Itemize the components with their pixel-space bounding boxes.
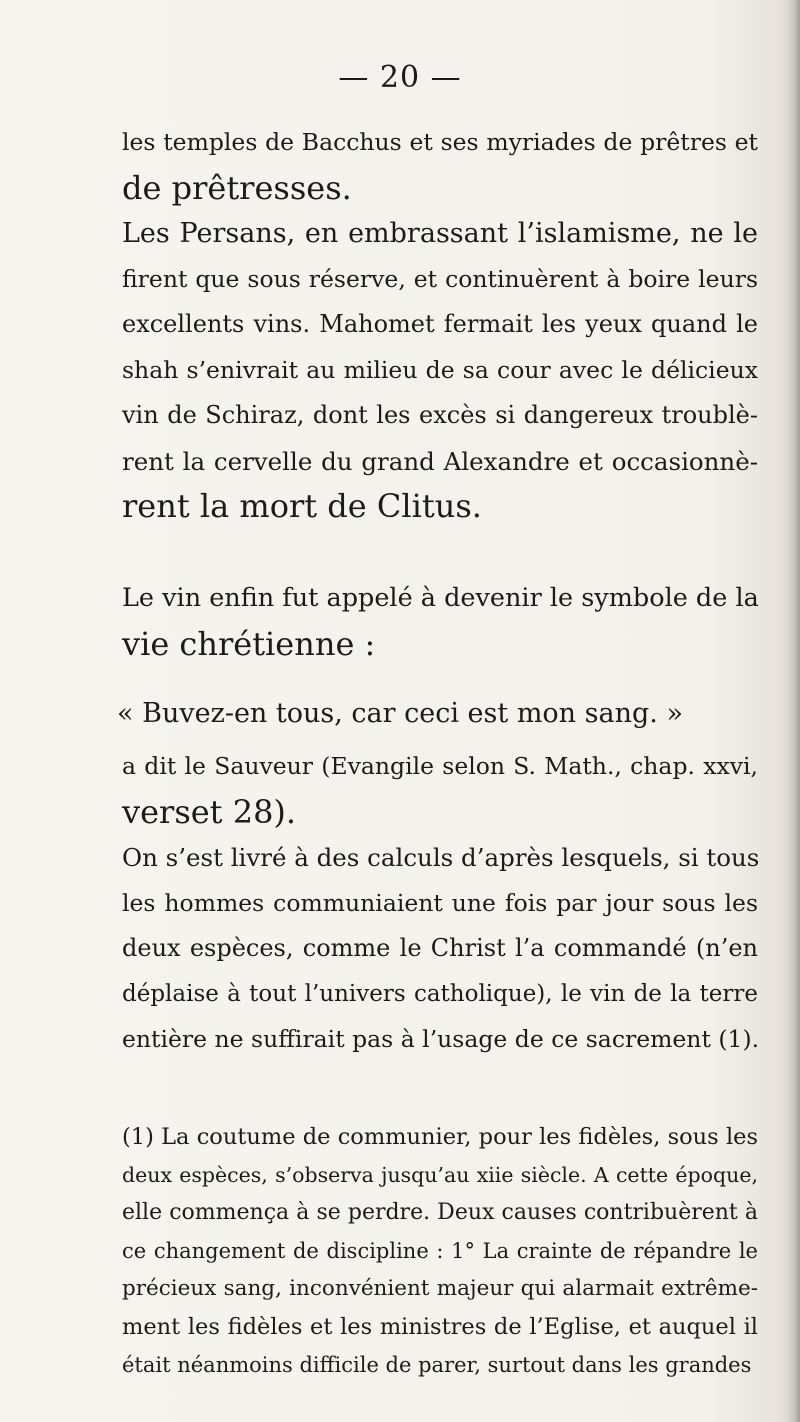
text-line: vin de Schiraz, dont les excès si dangereux troublè-: [122, 401, 758, 429]
text-line: entière ne suffirait pas à l’usage de ce sacrement (1).: [122, 1025, 760, 1053]
text-line: vie chrétienne :: [122, 624, 376, 663]
text-line: excellents vins. Mahomet fermait les yeux quand le: [122, 310, 758, 338]
scripture-quote: « Buvez-en tous, car ceci est mon sang. »: [117, 698, 683, 729]
footnote-line: était néanmoins difficile de parer, surtout dans les grandes: [122, 1353, 752, 1377]
text-line: shah s’enivrait au milieu de sa cour avec le délicieux: [122, 355, 758, 384]
paragraph-vin-symbole: [122, 576, 758, 667]
footnote-line: (1) La coutume de communier, pour les fidèles, sous les: [122, 1124, 758, 1150]
page-number: — 20 —: [338, 60, 462, 95]
footnote-line: elle commença à se perdre. Deux causes contribuèrent à: [122, 1200, 758, 1225]
paragraph-sauveur-calculs: [122, 744, 758, 1063]
text-line: de prêtresses.: [122, 168, 352, 207]
text-line: rent la cervelle du grand Alexandre et occasionnè-: [122, 446, 758, 476]
text-line: a dit le Sauveur (Evangile selon S. Math., chap. xxvi,: [122, 752, 758, 780]
footnote-line: deux espèces, s’observa jusqu’au xiie siècle. A cette époque,: [122, 1163, 758, 1187]
text-line: verset 28).: [122, 792, 297, 831]
text-line: firent que sous réserve, et continuèrent à boire leurs: [122, 264, 758, 293]
text-line: On s’est livré à des calculs d’après lesquels, si tous: [122, 843, 760, 872]
footnote-line: précieux sang, inconvénient majeur qui alarmait extrême-: [122, 1276, 758, 1301]
paragraph-bacchus-persans: [122, 120, 758, 530]
footnote-line: ce changement de discipline : 1° La crainte de répandre le: [122, 1239, 758, 1263]
text-line: les hommes communiaient une fois par jour sous les: [122, 888, 758, 917]
text-line: Le vin enfin fut appelé à devenir le symbole de la: [122, 583, 759, 613]
footnote: [122, 1118, 758, 1384]
text-line: deux espèces, comme le Christ l’a commandé (n’en: [122, 934, 758, 962]
text-line: déplaise à tout l’univers catholique), le vin de la terre: [122, 980, 758, 1007]
footnote-line: ment les fidèles et les ministres de l’Eglise, et auquel il: [122, 1314, 758, 1340]
text-line: les temples de Bacchus et ses myriades de prêtres et: [122, 128, 758, 156]
text-line: Les Persans, en embrassant l’islamisme, ne le: [122, 218, 758, 249]
text-line: rent la mort de Clitus.: [122, 487, 482, 525]
